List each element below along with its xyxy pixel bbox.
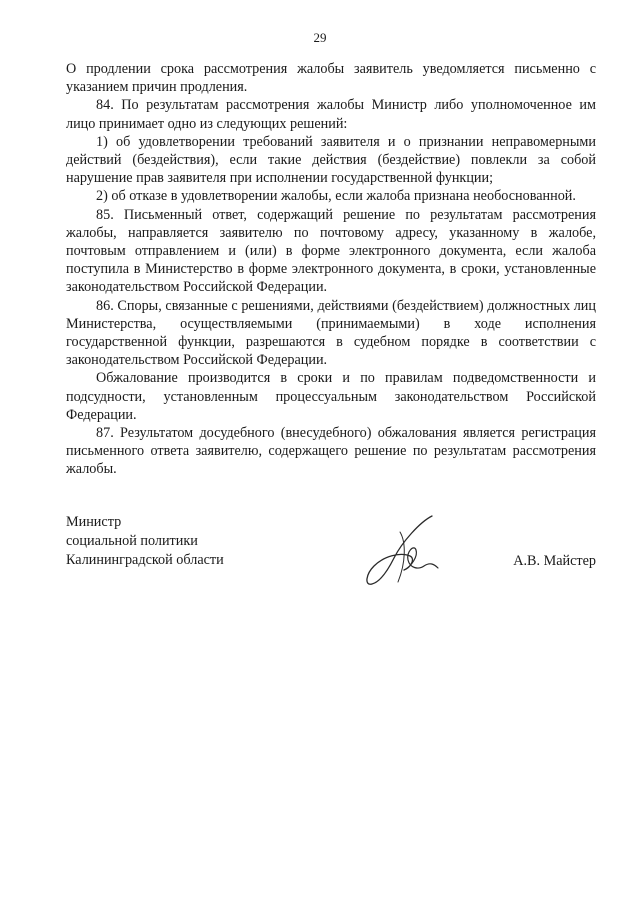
signatory-title (66, 513, 224, 570)
page-number: 29 (313, 30, 327, 45)
paragraph-87: 87. Результатом досудебного (внесудебного) обжалования является регистрация письменного ответа заявителю, содержащего решение по результатам рассмотрения жалобы. (66, 425, 596, 478)
signatory-title-line-3: Калининградской области (66, 552, 224, 568)
document-body (66, 60, 596, 479)
paragraph-84-item-2: 2) об отказе в удовлетворении жалобы, если жалоба признана необоснованной. (96, 188, 576, 205)
paragraph-85: 85. Письменный ответ, содержащий решение по результатам рассмотрения жалобы, направляется заявителю по почтовому адресу, указанному в жалобе, почтовым отправлением и (или) в форме электронного документа, если жалоба поступила в Министерство в форме электронного документа, в сроки, установленные законодательством Российской Федерации. (66, 206, 596, 296)
handwritten-signature (360, 512, 450, 592)
signatory-title-line-2: социальной политики (66, 533, 198, 549)
paragraph-appeal-terms: Обжалование производится в сроки и по правилам подведомственности и подсудности, установленным процессуальным законодательством Российской Федерации. (66, 370, 596, 423)
paragraph-84: 84. По результатам рассмотрения жалобы Министр либо уполномоченное им лицо принимает одно из следующих решений: (66, 97, 596, 132)
paragraph-86: 86. Споры, связанные с решениями, действиями (бездействием) должностных лиц Министерства, осуществляемыми (принимаемыми) в ходе исполнения государственной функции, разрешаются в судебном порядке в соответствии с законодательством Российской Федерации. (66, 297, 596, 369)
signatory-name: А.В. Майстер (513, 553, 596, 569)
paragraph-84-item-1: 1) об удовлетворении требований заявителя и о признании неправомерными действий (бездействия), если такие действия (бездействие) повлекли за собой нарушение прав заявителя при исполнении государственной функции; (66, 133, 596, 187)
signatory-title-line-1: Министр (66, 514, 122, 530)
paragraph-extension-notice: О продлении срока рассмотрения жалобы заявитель уведомляется письменно с указанием причин продления. (66, 61, 596, 96)
